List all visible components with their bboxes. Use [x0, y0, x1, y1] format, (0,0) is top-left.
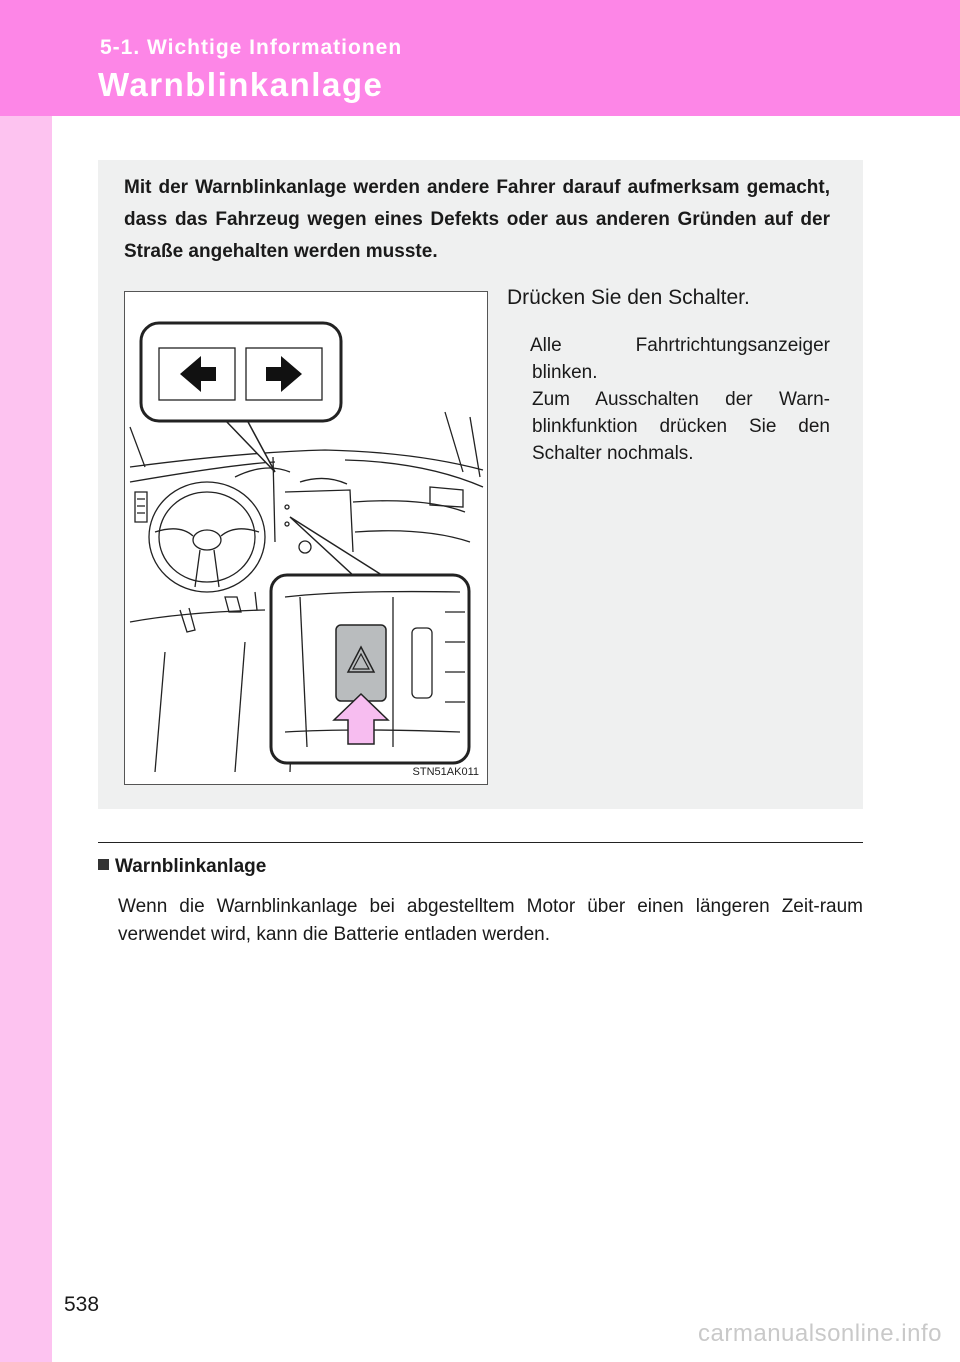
instruction-title: Drücken Sie den Schalter. [507, 286, 750, 309]
hazard-switch-illustration [124, 291, 488, 785]
side-strip [0, 0, 52, 1362]
page-number: 538 [64, 1293, 100, 1316]
page-header [0, 0, 960, 116]
figure-code: STN51AK011 [412, 766, 479, 778]
note-heading [98, 856, 266, 878]
section-label: 5-1. Wichtige Informationen [100, 36, 403, 59]
section-divider [98, 842, 863, 843]
detail-line-3: Zum Ausschalten der Warn-blinkfunktion drücken Sie den Schalter nochmals. [532, 389, 830, 464]
bullet-square-icon [98, 859, 109, 870]
hazard-button [336, 625, 386, 701]
note-heading-text: Warnblinkanlage [115, 856, 267, 877]
detail-line-1: Alle Fahrtrichtungsanzeiger [530, 335, 830, 356]
instruction-detail [532, 332, 830, 467]
intro-text: Mit der Warnblinkanlage werden andere Fahrer darauf aufmerksam gemacht, dass das Fahrzeug wegen eines Defekts oder aus anderen Gründen auf der Straße angehalten werden musste. [124, 177, 830, 262]
dashboard-drawing [125, 292, 487, 784]
page-title: Warnblinkanlage [98, 66, 384, 103]
watermark: carmanualsonline.info [698, 1320, 942, 1347]
detail-line-2: blinken. [532, 362, 598, 383]
note-body: Wenn die Warnblinkanlage bei abgestelltem Motor über einen längeren Zeit-raum verwendet wird, kann die Batterie entladen werden. [118, 896, 863, 945]
